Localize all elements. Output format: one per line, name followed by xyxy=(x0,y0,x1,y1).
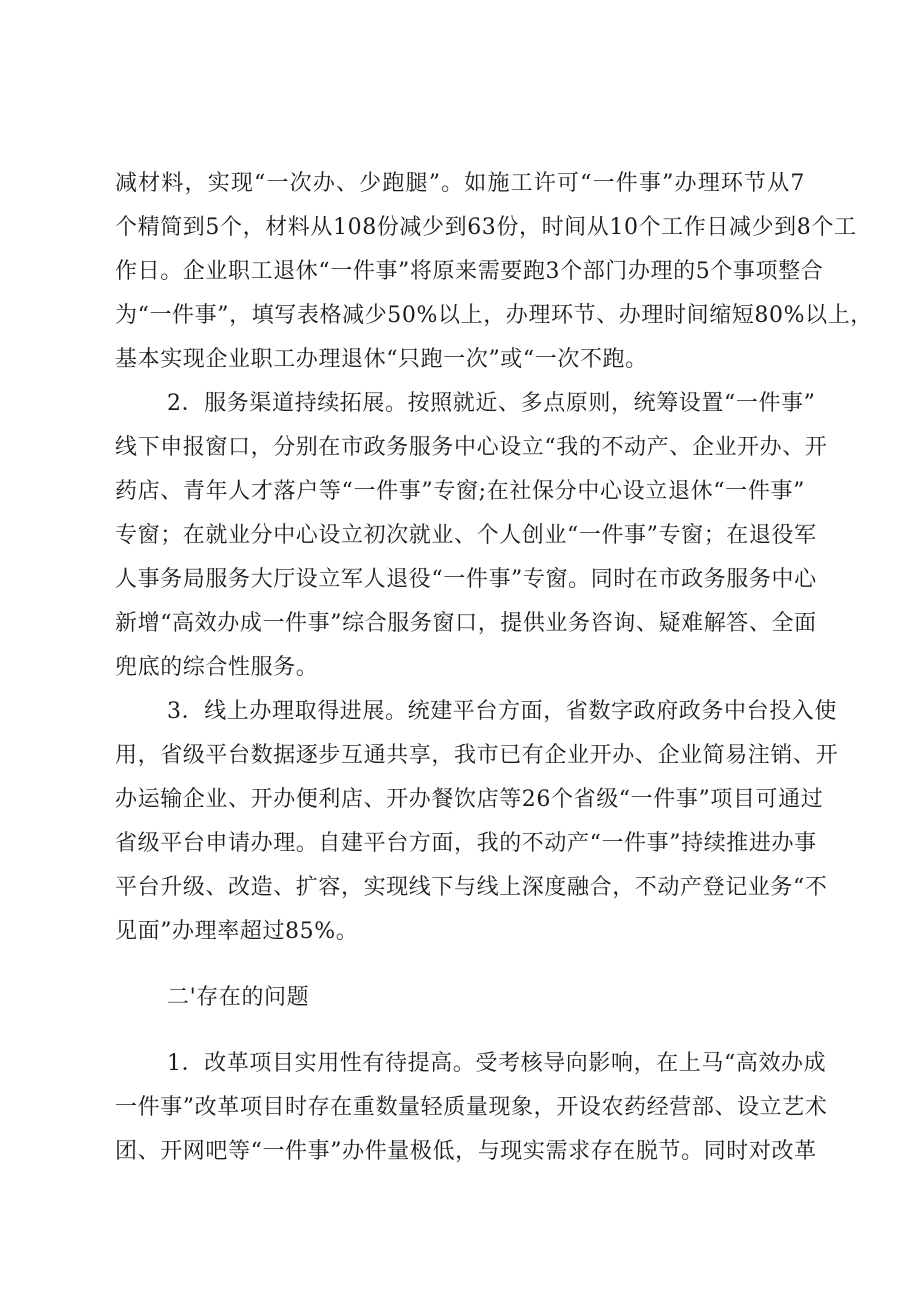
text-line: 专窗；在就业分中心设立初次就业、个人创业“一件事”专窗；在退役军 xyxy=(115,523,817,548)
text-line: 用，省级平台数据逐步互通共享，我市已有企业开办、企业简易注销、开 xyxy=(115,743,839,768)
text-line: 个精简到5个，材料从108份减少到63份，时间从10个工作日减少到8个工 xyxy=(115,215,857,240)
text-line: 1．改革项目实用性有待提高。受考核导向影响，在上马“高效办成 xyxy=(167,1051,827,1076)
text-line: 新增“高效办成一件事”综合服务窗口，提供业务咨询、疑难解答、全面 xyxy=(115,611,817,636)
paragraph-results-1 xyxy=(115,162,873,382)
text-line: 平台升级、改造、扩容，实现线下与线上深度融合，不动产登记业务“不 xyxy=(115,875,828,900)
text-line: 兜底的综合性服务。 xyxy=(115,655,319,680)
text-line: 线下申报窗口，分别在市政务服务中心设立“我的不动产、企业开办、开 xyxy=(115,435,828,460)
paragraph-online-processing xyxy=(115,690,839,954)
paragraph-reform-practicality xyxy=(115,1042,828,1174)
text-line: 人事务局服务大厅设立军人退役“一件事”专窗。同时在市政务服务中心 xyxy=(115,567,817,592)
paragraph-service-channels xyxy=(115,382,828,690)
text-line: 基本实现企业职工办理退休“只跑一次”或“一次不跑。 xyxy=(115,347,648,372)
text-line: 2．服务渠道持续拓展。按照就近、多点原则，统筹设置“一件事” xyxy=(167,391,816,416)
text-line: 省级平台申请办理。自建平台方面，我的不动产“一件事”持续推进办事 xyxy=(115,831,817,856)
text-line: 减材料，实现“一次办、少跑腿”。如施工许可“一件事”办理环节从7 xyxy=(115,171,805,196)
section-heading-problems: 二'存在的问题 xyxy=(167,985,310,1010)
text-line: 药店、青年人才落户等“一件事”专窗;在社保分中心设立退休“一件事” xyxy=(115,479,805,504)
text-line: 团、开网吧等“一件事”办件量极低，与现实需求存在脱节。同时对改革 xyxy=(115,1139,817,1164)
document-body xyxy=(115,162,873,1174)
text-line: 见面”办理率超过85%。 xyxy=(115,919,359,944)
text-line: 3．线上办理取得进展。统建平台方面，省数字政府政务中台投入使 xyxy=(167,699,837,724)
text-line: 一件事”改革项目时存在重数量轻质量现象，开设农药经营部、设立艺术 xyxy=(115,1095,828,1120)
text-line: 作日。企业职工退休“一件事”将原来需要跑3个部门办理的5个事项整合 xyxy=(115,259,824,284)
text-line: 为“一件事”，填写表格减少50%以上，办理环节、办理时间缩短80%以上， xyxy=(115,303,873,328)
text-line: 办运输企业、开办便利店、开办餐饮店等26个省级“一件事”项目可通过 xyxy=(115,787,824,812)
